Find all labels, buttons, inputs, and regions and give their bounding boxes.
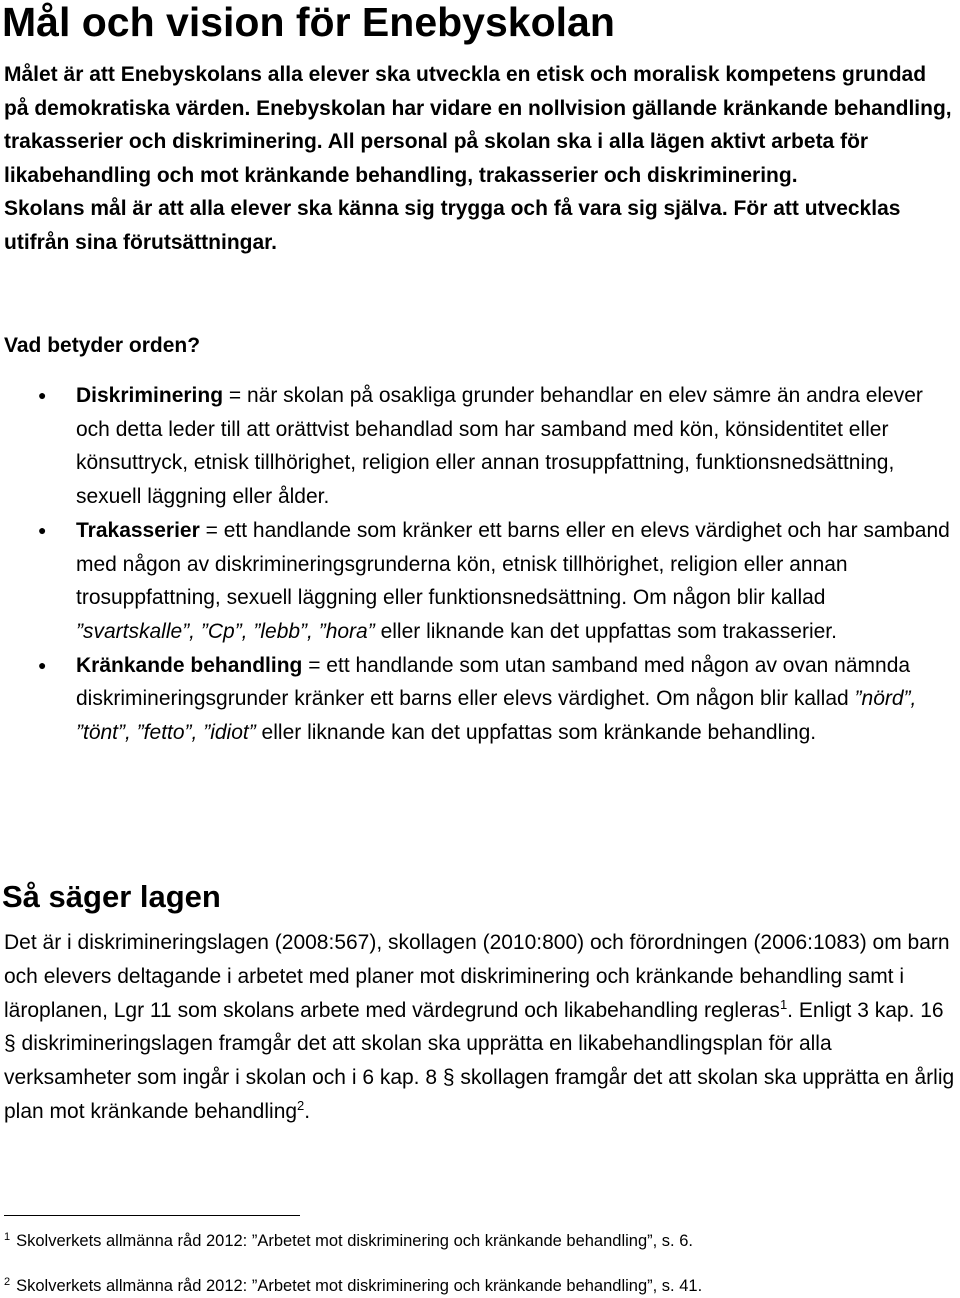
footnote-number: 1 — [4, 1230, 11, 1243]
bullet-icon: ● — [38, 387, 47, 403]
footnote-text: Skolverkets allmänna råd 2012: ”Arbetet mot diskriminering och kränkande behandling”, s. 41. — [16, 1277, 703, 1295]
footnote-divider — [4, 1215, 300, 1216]
list-item — [0, 514, 950, 649]
bullet-icon: ● — [38, 521, 47, 538]
definitions-heading: Vad betyder orden? — [4, 334, 201, 357]
footnote-number: 2 — [4, 1275, 11, 1288]
law-text: . Enligt 3 kap. 16 § diskrimineringslagen framgår det att skolan ska upprätta en likabehandlingsplan för alla verksamheter som ingår i skolan och i 6 kap. 8 § skollagen framgår det att skolan ska upprätta en årlig plan mot kränkande behandling — [4, 998, 955, 1123]
law-text: Det är i diskrimineringslagen (2008:567), skollagen (2010:800) och förordningen (2006:1083) om barn och elevers deltagande i arbetet med planer mot diskriminering och kränkande behandling samt i läroplanen, Lgr 11 som skolans arbete med värdegrund och likabehandling regleras — [4, 931, 950, 1022]
footnote-text: Skolverkets allmänna råd 2012: ”Arbetet mot diskriminering och kränkande behandling”, s. 6. — [16, 1232, 693, 1250]
intro-section — [4, 58, 954, 259]
footnote-ref[interactable]: 1 — [779, 996, 788, 1012]
definition-term: Diskriminering — [76, 384, 224, 407]
definition-text: = ett handlande som utan samband med någon av ovan nämnda diskrimineringsgrunder kränker ett barns eller elevs värdighet. Om någon blir kallad — [76, 653, 911, 711]
page-title: Mål och vision för Enebyskolan — [2, 0, 615, 45]
bullet-icon: ● — [38, 656, 47, 673]
law-text: . — [304, 1099, 311, 1123]
list-item — [0, 379, 950, 514]
definitions-list — [0, 379, 950, 750]
intro-paragraph: Målet är att Enebyskolans alla elever ska utveckla en etisk och moralisk kompetens grundad på demokratiska värden. Enebyskolan har vidare en nollvision gällande kränkande behandling, trakasserier och diskriminering. All personal på skolan ska i alla lägen aktivt arbeta för likabehandling och mot kränkande behandling, trakasserier och diskriminering. — [4, 63, 952, 187]
footnote — [4, 1275, 702, 1297]
footnote-ref[interactable]: 2 — [297, 1097, 305, 1113]
law-heading: Så säger lagen — [2, 879, 221, 914]
footnote — [4, 1230, 693, 1252]
intro-paragraph: Skolans mål är att alla elever ska känna sig trygga och få vara sig själva. För att utvecklas utifrån sina förutsättningar. — [4, 197, 901, 254]
list-item — [0, 649, 950, 750]
definition-term: Trakasserier — [76, 518, 200, 542]
definition-examples: ”svartskalle”, ”Cp”, ”lebb”, ”hora” — [76, 619, 375, 643]
definition-text: = ett handlande som kränker ett barns eller en elevs värdighet och har samband med någon av diskrimineringsgrunderna kön, etnisk tillhörighet, religion eller annan trosuppfattning, sexuell läggning eller funktionsnedsättning. Om någon blir kallad — [76, 518, 950, 610]
definition-term: Kränkande behandling — [76, 653, 303, 677]
law-paragraph — [4, 926, 959, 1129]
definition-text-after: eller liknande kan det uppfattas som kränkande behandling. — [255, 721, 817, 745]
definition-text: = när skolan på osakliga grunder behandlar en elev sämre än andra elever och detta leder till att orättvist behandlad som har samband med kön, könsidentitet eller könsuttryck, etnisk tillhörighet, religion eller annan trosuppfattning, funktionsnedsättning, sexuell läggning eller ålder. — [76, 384, 923, 509]
definition-examples: ”nörd”, ”tönt”, ”fetto”, ”idiot” — [76, 687, 917, 745]
definition-text-after: eller liknande kan det uppfattas som trakasserier. — [374, 619, 837, 643]
